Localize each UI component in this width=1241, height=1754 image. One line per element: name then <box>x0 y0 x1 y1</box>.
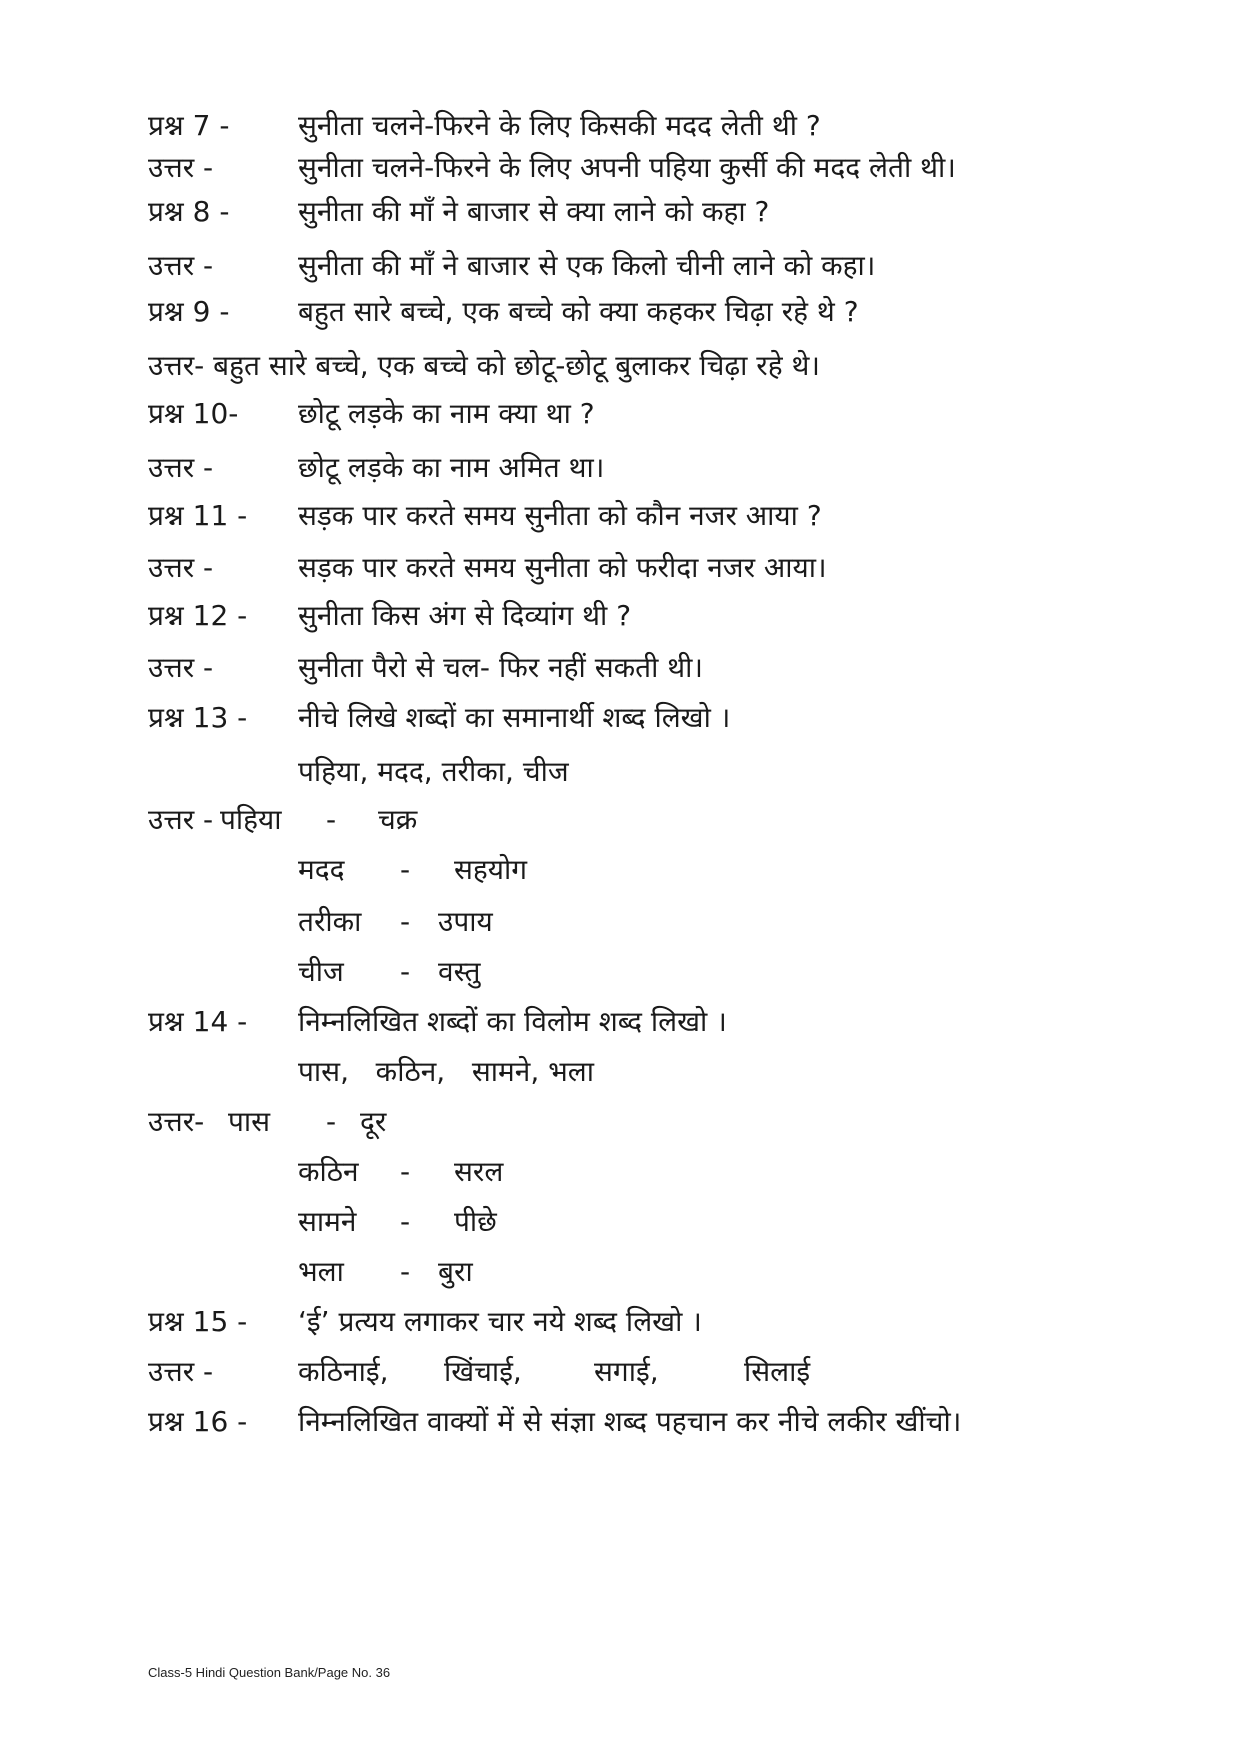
antonym-answer: पीछे <box>454 1205 497 1238</box>
question-label: प्रश्न 16 - <box>148 1405 248 1438</box>
question-text: सुनीता की माँ ने बाजार से क्या लाने को कहा ? <box>298 195 770 228</box>
answer-text: उत्तर- बहुत सारे बच्चे, एक बच्चे को छोटू-छोटू बुलाकर चिढ़ा रहे थे। <box>148 349 821 382</box>
antonym-answer: दूर <box>360 1105 387 1138</box>
pair-dash: - <box>400 955 411 988</box>
answer-word: खिंचाई, <box>444 1355 522 1388</box>
question-label: प्रश्न 10- <box>148 397 239 430</box>
word-list: पहिया, मदद, तरीका, चीज <box>298 755 569 788</box>
synonym-answer: चक्र <box>378 803 418 836</box>
pair-dash: - <box>400 1155 411 1188</box>
question-text: सुनीता किस अंग से दिव्यांग थी ? <box>298 599 632 632</box>
pair-dash: - <box>326 803 337 836</box>
pair-dash: - <box>400 853 411 886</box>
question-text: निम्नलिखित शब्दों का विलोम शब्द लिखो । <box>298 1005 727 1038</box>
page-footer: Class-5 Hindi Question Bank/Page No. 36 <box>148 1665 391 1680</box>
antonym-answer: सरल <box>454 1155 504 1188</box>
answer-text: सुनीता चलने-फिरने के लिए अपनी पहिया कुर्सी की मदद लेती थी। <box>298 151 956 184</box>
question-label: प्रश्न 9 - <box>148 295 230 328</box>
question-text: सुनीता चलने-फिरने के लिए किसकी मदद लेती थी ? <box>298 109 821 142</box>
pair-dash: - <box>326 1105 337 1138</box>
antonym-answer: बुरा <box>438 1255 473 1288</box>
antonym-word: सामने <box>298 1205 357 1238</box>
answer-text: सड़क पार करते समय सुनीता को फरीदा नजर आया। <box>298 551 827 584</box>
synonym-word: तरीका <box>298 905 362 938</box>
answer-text: छोटू लड़के का नाम अमित था। <box>298 451 605 484</box>
question-text: बहुत सारे बच्चे, एक बच्चे को क्या कहकर चिढ़ा रहे थे ? <box>298 295 859 328</box>
word-list: पास, कठिन, सामने, भला <box>298 1055 595 1088</box>
question-label: प्रश्न 13 - <box>148 701 248 734</box>
answer-label: उत्तर - <box>148 249 214 282</box>
synonym-answer: वस्तु <box>438 955 481 988</box>
question-text: छोटू लड़के का नाम क्या था ? <box>298 397 595 430</box>
answer-label: उत्तर - <box>148 451 214 484</box>
answer-text: सुनीता पैरो से चल- फिर नहीं सकती थी। <box>298 651 703 684</box>
answer-word: सगाई, <box>594 1355 659 1388</box>
question-label: प्रश्न 12 - <box>148 599 248 632</box>
answer-label: उत्तर - <box>148 651 214 684</box>
answer-label: उत्तर - <box>148 803 214 836</box>
synonym-answer: सहयोग <box>454 853 528 886</box>
pair-dash: - <box>400 1255 411 1288</box>
question-text: नीचे लिखे शब्दों का समानार्थी शब्द लिखो । <box>298 701 731 734</box>
question-label: प्रश्न 7 - <box>148 109 230 142</box>
answer-label: उत्तर - <box>148 1355 214 1388</box>
pair-dash: - <box>400 1205 411 1238</box>
answer-label: उत्तर - <box>148 551 214 584</box>
question-label: प्रश्न 8 - <box>148 195 230 228</box>
question-label: प्रश्न 14 - <box>148 1005 248 1038</box>
synonym-word: मदद <box>298 853 345 886</box>
antonym-word: कठिन <box>298 1155 359 1188</box>
question-text: निम्नलिखित वाक्यों में से संज्ञा शब्द पहचान कर नीचे लकीर खींचो। <box>298 1405 962 1438</box>
synonym-word: पहिया <box>220 803 282 836</box>
answer-word: कठिनाई, <box>298 1355 389 1388</box>
answer-label: उत्तर - <box>148 151 214 184</box>
question-label: प्रश्न 15 - <box>148 1305 248 1338</box>
antonym-word: पास <box>228 1105 271 1138</box>
answer-word: सिलाई <box>744 1355 811 1388</box>
question-label: प्रश्न 11 - <box>148 499 248 532</box>
answer-text: सुनीता की माँ ने बाजार से एक किलो चीनी लाने को कहा। <box>298 249 876 282</box>
answer-label: उत्तर- <box>148 1105 205 1138</box>
pair-dash: - <box>400 905 411 938</box>
antonym-word: भला <box>298 1255 344 1288</box>
synonym-word: चीज <box>298 955 344 988</box>
question-text: ‘ई’ प्रत्यय लगाकर चार नये शब्द लिखो । <box>298 1305 702 1338</box>
question-text: सड़क पार करते समय सुनीता को कौन नजर आया ? <box>298 499 822 532</box>
synonym-answer: उपाय <box>438 905 493 938</box>
